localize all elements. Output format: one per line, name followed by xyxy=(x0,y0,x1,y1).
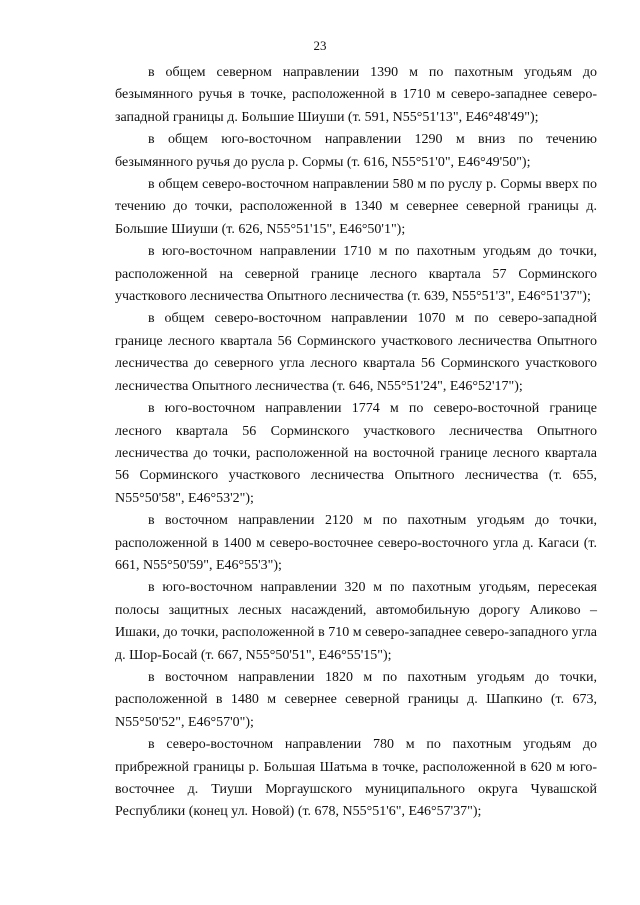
paragraph: в восточном направлении 1820 м по пахотным угодьям до точки, расположенной в 1480 м севернее северной границы д. Шапкино (т. 673, N55°50'52", E46°57'0"); xyxy=(115,669,597,730)
page-number: 23 xyxy=(313,38,327,53)
paragraph: в общем северо-восточном направлении 1070 м по северо-западной границе лесного квартала 56 Сорминского участкового лесничества Опытного лесничества до северного угла лесного квартала 56 Сорминского участкового лесничества Опытного лесничества (т. 646, N55°51'24", E46°52'17"); xyxy=(115,311,597,394)
paragraph: в северо-восточном направлении 780 м по пахотным угодьям до прибрежной границы р. Большая Шатьма в точке, расположенной в 620 м юго-восточнее д. Тиуши Моргаушского муниципального округа Чувашской Республики (конец ул. Новой) (т. 678, N55°51'6", E46°57'37"); xyxy=(115,737,597,820)
paragraph: в юго-восточном направлении 1710 м по пахотным угодьям до точки, расположенной на северной границе лесного квартала 57 Сорминского участкового лесничества Опытного лесничества (т. 639, N55°51'3", E46°51'37"); xyxy=(115,244,597,305)
paragraph: в восточном направлении 2120 м по пахотным угодьям до точки, расположенной в 1400 м северо-восточнее северо-восточного угла д. Кагаси (т. 661, N55°50'59", E46°55'3"); xyxy=(115,513,597,573)
paragraph: в юго-восточном направлении 1774 м по северо-восточной границе лесного квартала 56 Сорминского участкового лесничества Опытного лесничества до точки, расположенной на восточной границе лесного квартала 56 Сорминского участкового лесничества Опытного лесничества (т. 655, N55°50'58", E46°53'2"); xyxy=(115,401,597,506)
paragraph: в общем северо-восточном направлении 580 м по руслу р. Сормы вверх по течению до точки, расположенной в 1340 м севернее северной границы д. Большие Шиуши (т. 626, N55°51'15", E46°50'1"); xyxy=(115,177,597,237)
paragraph: в общем юго-восточном направлении 1290 м вниз по течению безымянного ручья до русла р. Сормы (т. 616, N55°51'0", E46°49'50"); xyxy=(115,132,597,170)
paragraph: в юго-восточном направлении 320 м по пахотным угодьям, пересекая полосы защитных лесных насаждений, автомобильную дорогу Аликово – Ишаки, до точки, расположенной в 710 м северо-западнее северо-западного угла д. Шор-Босай (т. 667, N55°50'51", E46°55'15"); xyxy=(115,580,597,663)
document-body xyxy=(115,62,597,824)
paragraph: в общем северном направлении 1390 м по пахотным угодьям до безымянного ручья в точке, расположенной в 1710 м северо-западнее северо-западной границы д. Большие Шиуши (т. 591, N55°51'13", E46°48'49"); xyxy=(115,65,597,125)
